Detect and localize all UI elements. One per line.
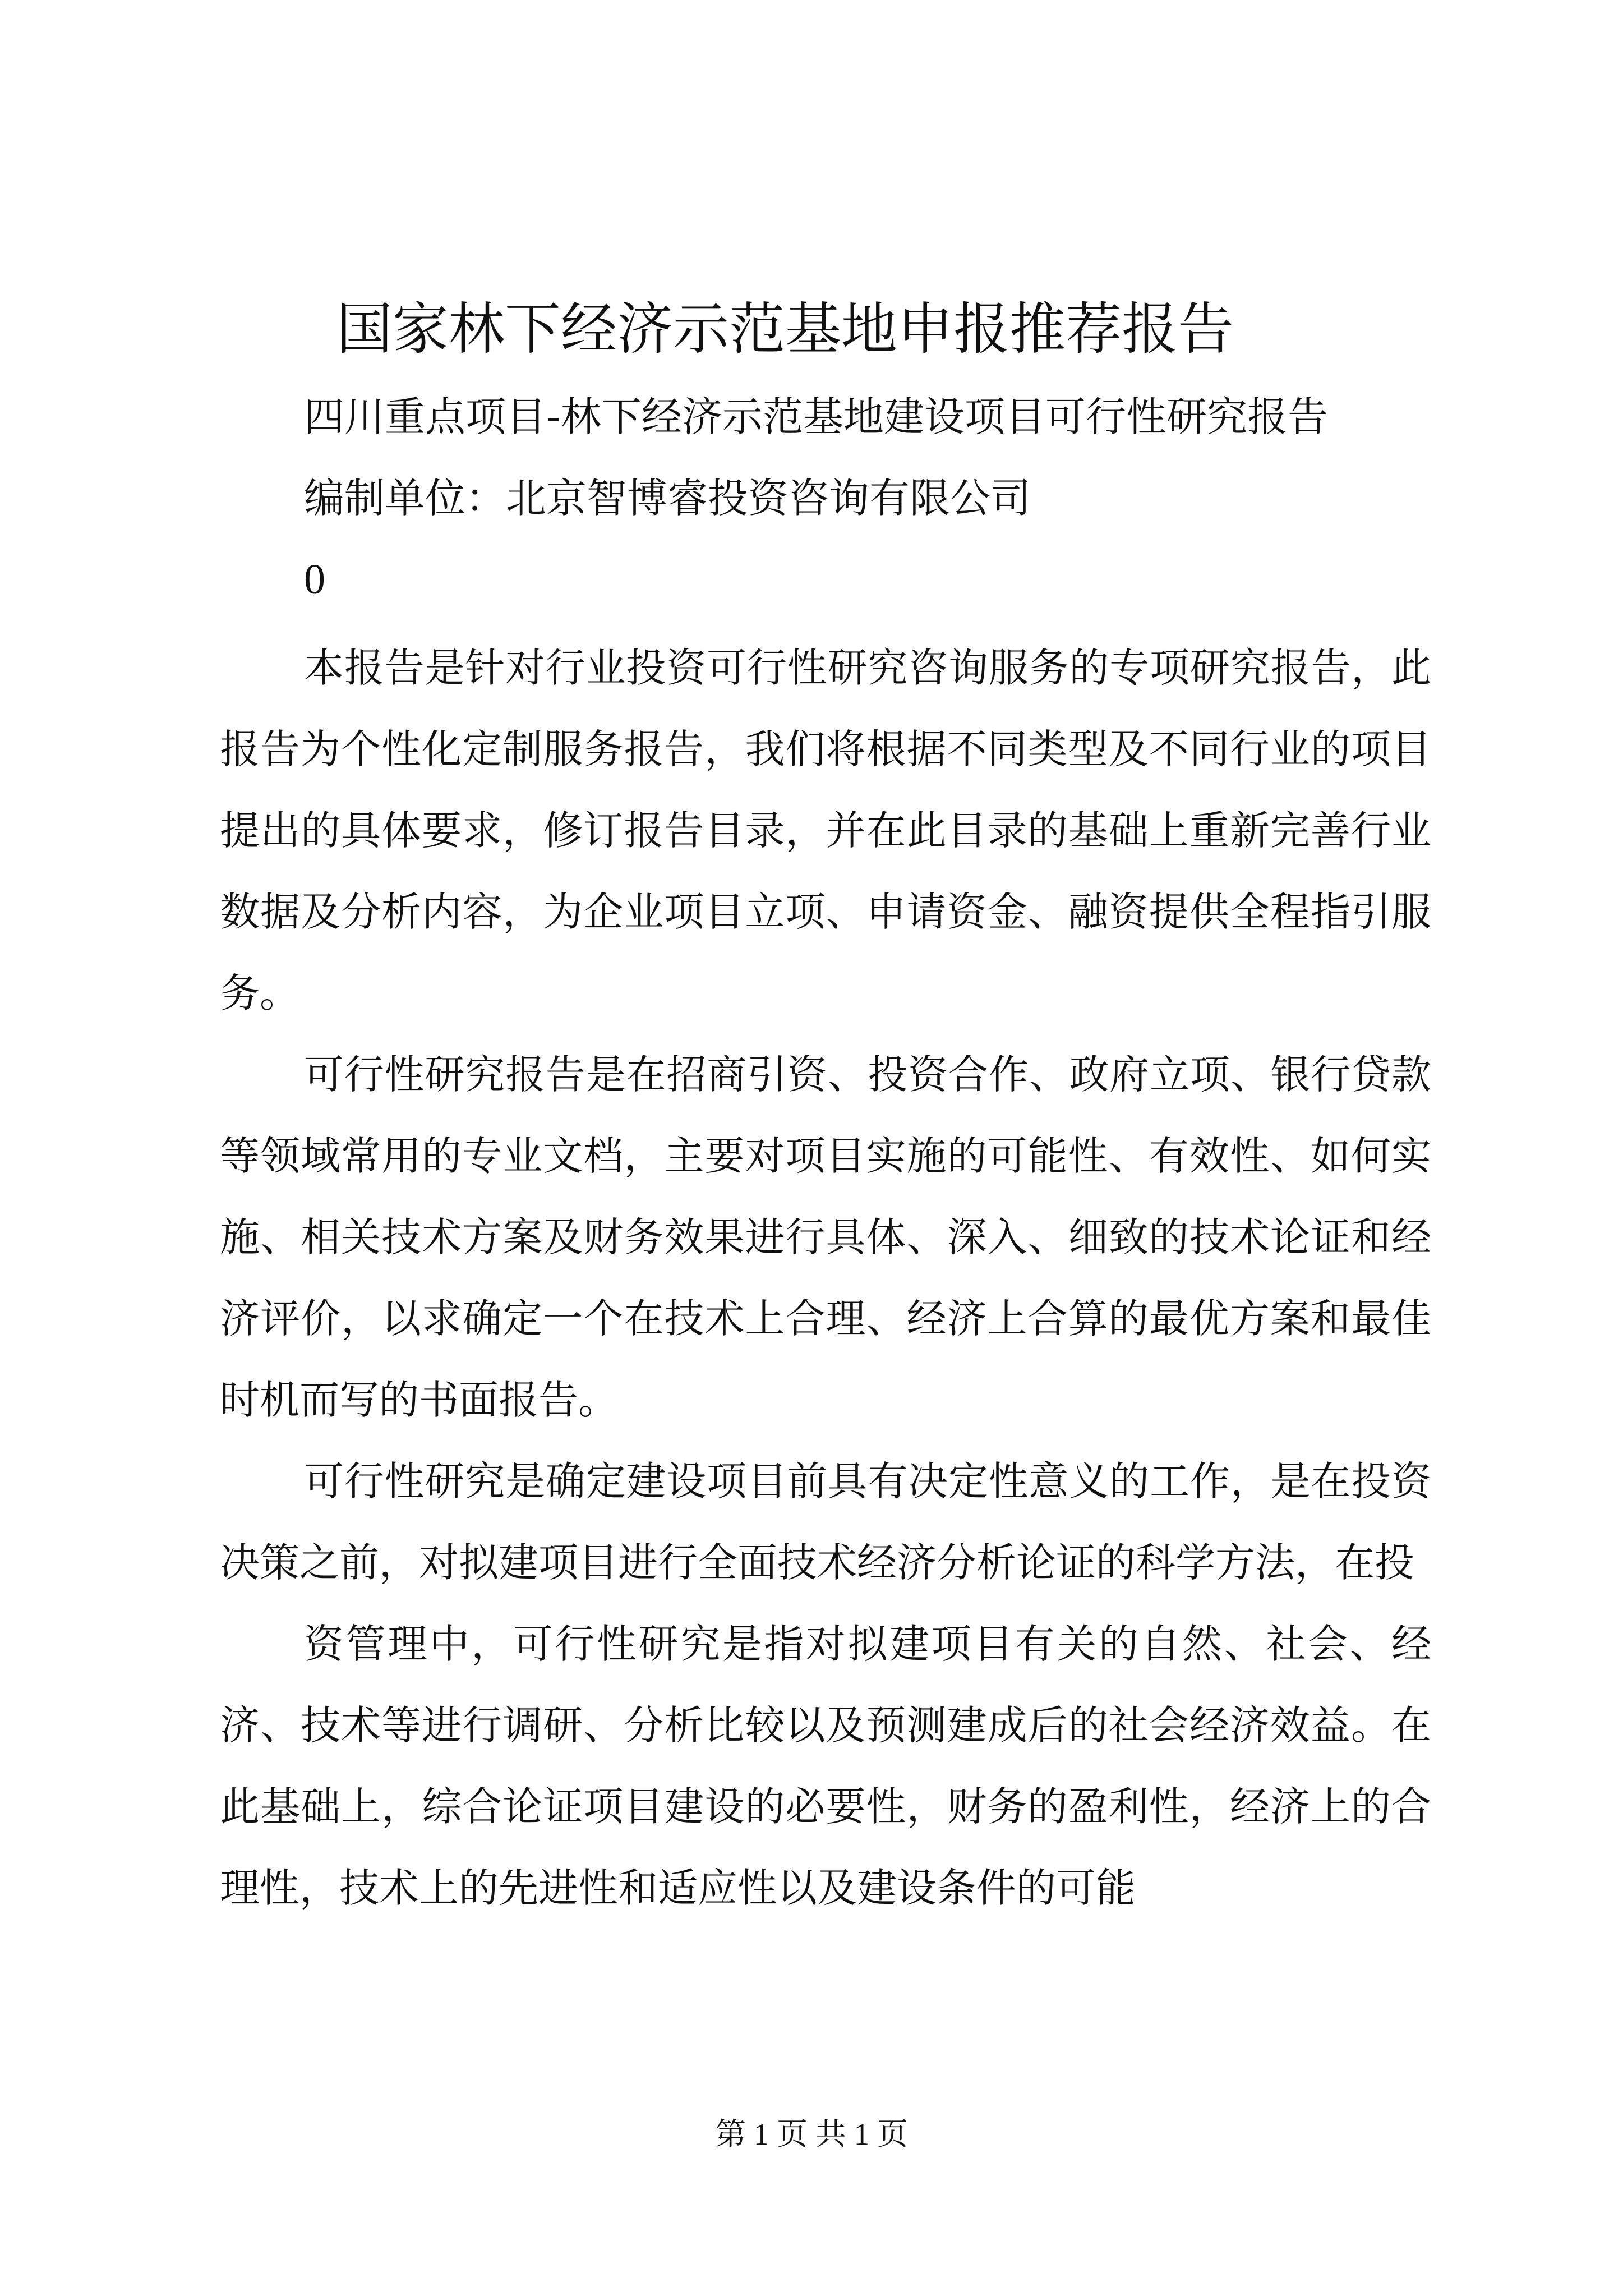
page-footer: 第 1 页 共 1 页 [715, 2117, 908, 2151]
compiler-line: 编制单位：北京智博睿投资咨询有限公司 [304, 475, 1031, 522]
number-line: 0 [304, 556, 325, 603]
body-paragraph: 资管理中，可行性研究是指对拟建项目有关的自然、社会、经济、技术等进行调研、分析比较以及预测建成后的社会经济效益。在此基础上，综合论证项目建设的必要性，财务的盈利性，经济上的合理性，技术上的先进性和适应性以及建设条件的可能 [220, 1621, 1431, 1911]
body-paragraph: 本报告是针对行业投资可行性研究咨询服务的专项研究报告，此报告为个性化定制服务报告，我们将根据不同类型及不同行业的项目提出的具体要求，修订报告目录，并在此目录的基础上重新完善行业数据及分析内容，为企业项目立项、申请资金、融资提供全程指引服务。 [220, 645, 1431, 1016]
project-line: 四川重点项目-林下经济示范基地建设项目可行性研究报告 [304, 393, 1328, 440]
document-body [220, 627, 1431, 1929]
document-title: 国家林下经济示范基地申报推荐报告 [336, 296, 1234, 362]
body-paragraph: 可行性研究报告是在招商引资、投资合作、政府立项、银行贷款等领域常用的专业文档，主要对项目实施的可能性、有效性、如何实施、相关技术方案及财务效果进行具体、深入、细致的技术论证和经济评价，以求确定一个在技术上合理、经济上合算的最优方案和最佳时机而写的书面报告。 [220, 1051, 1431, 1423]
body-paragraph: 可行性研究是确定建设项目前具有决定性意义的工作，是在投资决策之前，对拟建项目进行全面技术经济分析论证的科学方法，在投 [220, 1458, 1431, 1586]
